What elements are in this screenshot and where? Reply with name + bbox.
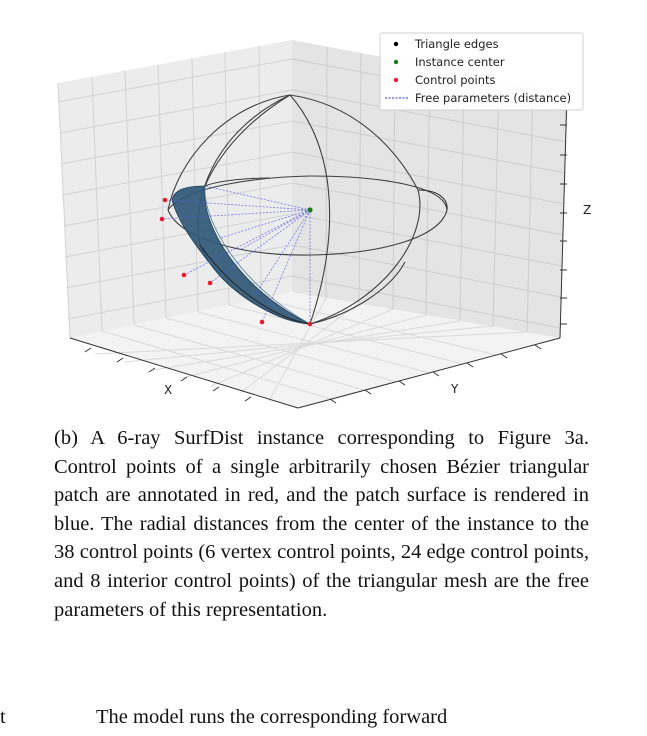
legend-label-control-points: Control points [415, 73, 496, 87]
control-point [208, 281, 213, 286]
legend-marker-control-points [394, 78, 398, 82]
control-point [260, 320, 265, 325]
control-point [163, 198, 168, 203]
instance-center-point [307, 207, 312, 212]
legend-marker-triangle-edges [394, 42, 398, 46]
legend-label-instance-center: Instance center [415, 55, 505, 69]
cut-off-body-text [0, 706, 647, 736]
legend-label-triangle-edges: Triangle edges [415, 37, 499, 51]
z-axis-label: Z [583, 203, 592, 217]
cut-off-left-fragment: t [0, 706, 6, 728]
legend [380, 33, 583, 110]
figure-caption: (b) A 6-ray SurfDist instance corresponding to Figure 3a. Control points of a single arbitrarily chosen Bézier triangular patch are annotated in red, and the patch surface is rendered in blue. The radial distances from the center of the instance to the 38 control points (6 vertex control points, 24 edge control points, and 8 interior control points) of the triangular mesh are the free parameters of this representation. [54, 427, 589, 621]
control-point [182, 273, 187, 278]
y-axis-label: Y [451, 382, 459, 396]
control-point [160, 217, 165, 222]
legend-marker-instance-center [394, 60, 398, 64]
control-point [308, 322, 313, 327]
legend-label-free-parameters: Free parameters (distance) [415, 91, 572, 105]
x-axis-label: X [164, 383, 173, 397]
cut-off-right-fragment: The model runs the corresponding forward [96, 706, 448, 728]
